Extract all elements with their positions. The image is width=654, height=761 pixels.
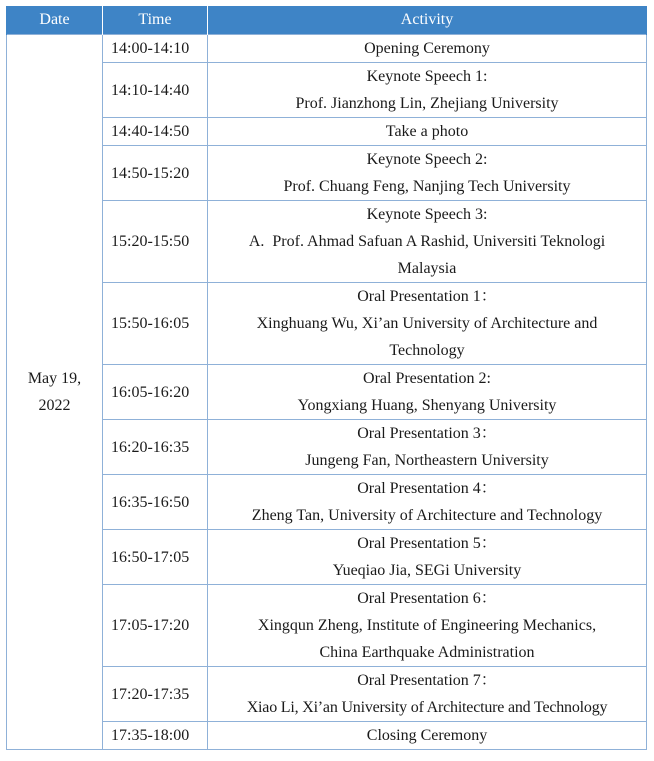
activity-cell — [208, 667, 647, 722]
activity-line: Oral Presentation 3： — [357, 425, 497, 442]
header-activity: Activity — [208, 6, 647, 35]
header-date: Date — [7, 6, 103, 35]
activity-cell — [208, 35, 647, 63]
time-cell: 16:20-16:35 — [103, 420, 208, 475]
activity-line: Yueqiao Jia, SEGi University — [332, 562, 522, 579]
activity-line: Opening Ceremony — [364, 40, 490, 57]
header-time: Time — [103, 6, 208, 35]
table-row — [7, 201, 647, 283]
date-line-2: 2022 — [38, 397, 71, 414]
activity-cell — [208, 475, 647, 530]
activity-line: Technology — [389, 342, 465, 359]
table-row — [7, 585, 647, 667]
table-row — [7, 283, 647, 365]
activity-line: Keynote Speech 3: — [366, 206, 488, 223]
activity-cell — [208, 146, 647, 201]
time-cell: 17:20-17:35 — [103, 667, 208, 722]
time-cell: 16:50-17:05 — [103, 530, 208, 585]
activity-cell — [208, 63, 647, 118]
table-row — [7, 63, 647, 118]
activity-line: Oral Presentation 2: — [363, 370, 491, 387]
time-cell: 15:50-16:05 — [103, 283, 208, 365]
activity-line: Oral Presentation 4： — [357, 480, 497, 497]
table-row — [7, 722, 647, 750]
time-cell: 14:00-14:10 — [103, 35, 208, 63]
time-cell: 17:35-18:00 — [103, 722, 208, 750]
activity-line: Oral Presentation 1： — [357, 288, 497, 305]
activity-line: Xiao Li, Xi’an University of Architecture and Technology — [246, 699, 608, 716]
activity-line: Prof. Jianzhong Lin, Zhejiang University — [295, 95, 559, 112]
activity-line: Xinghuang Wu, Xi’an University of Architecture and — [256, 315, 598, 332]
date-cell — [7, 35, 103, 750]
table-row — [7, 530, 647, 585]
activity-line: China Earthquake Administration — [319, 644, 535, 661]
time-cell: 15:20-15:50 — [103, 201, 208, 283]
time-cell: 16:35-16:50 — [103, 475, 208, 530]
activity-line: Keynote Speech 2: — [366, 151, 488, 168]
activity-cell — [208, 365, 647, 420]
activity-cell — [208, 283, 647, 365]
activity-line: Closing Ceremony — [366, 727, 488, 744]
table-row — [7, 365, 647, 420]
table-row — [7, 118, 647, 146]
activity-line: Take a photo — [385, 123, 469, 140]
table-row — [7, 420, 647, 475]
activity-line: Malaysia — [397, 260, 457, 277]
activity-cell — [208, 420, 647, 475]
time-cell: 17:05-17:20 — [103, 585, 208, 667]
time-cell: 14:40-14:50 — [103, 118, 208, 146]
activity-line: Yongxiang Huang, Shenyang University — [297, 397, 557, 414]
table-row — [7, 667, 647, 722]
activity-line: A. Prof. Ahmad Safuan A Rashid, Universiti Teknologi — [248, 233, 606, 250]
activity-line: Oral Presentation 5： — [357, 535, 497, 552]
activity-line: Keynote Speech 1: — [366, 68, 488, 85]
time-cell: 14:10-14:40 — [103, 63, 208, 118]
table-row — [7, 475, 647, 530]
activity-line: Zheng Tan, University of Architecture and Technology — [251, 507, 603, 524]
activity-line: Jungeng Fan, Northeastern University — [305, 452, 549, 469]
activity-cell — [208, 530, 647, 585]
date-line-1: May 19, — [27, 370, 82, 387]
activity-line: Xingqun Zheng, Institute of Engineering Mechanics, — [257, 617, 597, 634]
activity-cell — [208, 201, 647, 283]
activity-cell — [208, 585, 647, 667]
activity-cell — [208, 722, 647, 750]
activity-line: Prof. Chuang Feng, Nanjing Tech University — [283, 178, 571, 195]
table-row — [7, 146, 647, 201]
table-row — [7, 35, 647, 63]
activity-line: Oral Presentation 7： — [357, 672, 497, 689]
activity-line: Oral Presentation 6： — [357, 590, 497, 607]
schedule-table — [6, 6, 647, 750]
time-cell: 16:05-16:20 — [103, 365, 208, 420]
activity-cell — [208, 118, 647, 146]
header-row — [7, 6, 647, 35]
time-cell: 14:50-15:20 — [103, 146, 208, 201]
